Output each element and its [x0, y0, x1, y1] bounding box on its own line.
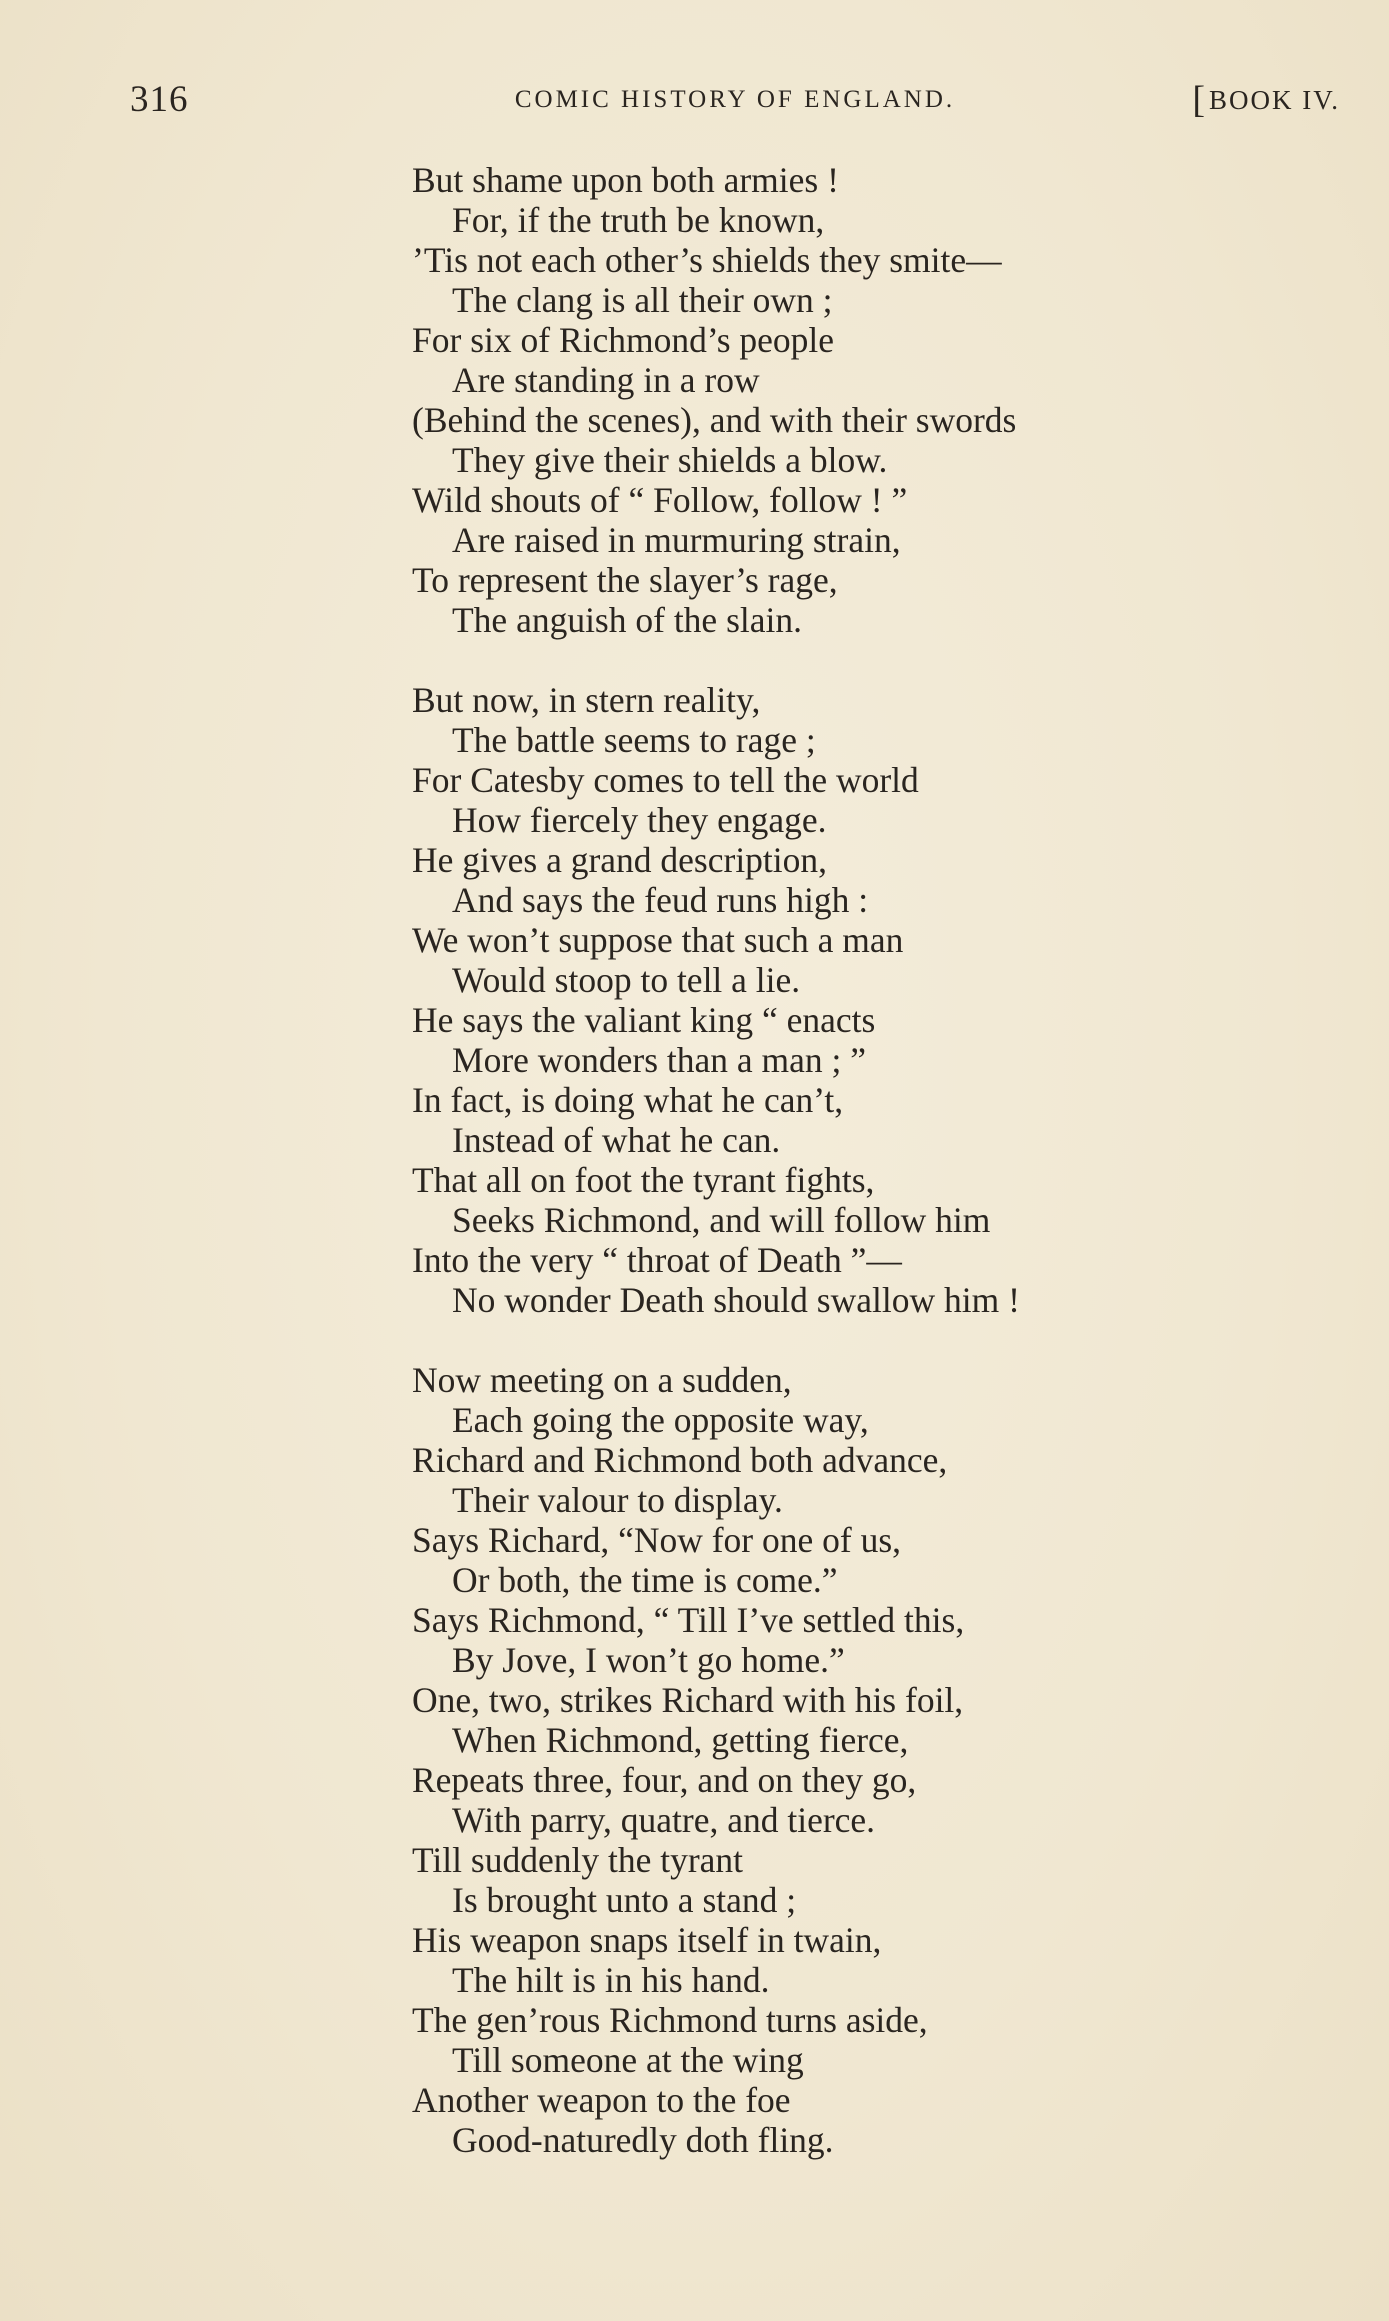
verse-line: But shame upon both armies !: [412, 160, 839, 200]
verse-line: They give their shields a blow.: [452, 440, 888, 480]
part-bracket: [: [1192, 79, 1207, 121]
verse-line: No wonder Death should swallow him !: [452, 1280, 1020, 1320]
verse-line: He says the valiant king “ enacts: [412, 1000, 876, 1040]
verse-line: Or both, the time is come.”: [452, 1560, 838, 1600]
verse-line: For Catesby comes to tell the world: [412, 760, 919, 800]
verse-line: The gen’rous Richmond turns aside,: [412, 2000, 928, 2040]
verse-line: For six of Richmond’s people: [412, 320, 835, 360]
verse-line: Is brought unto a stand ;: [452, 1880, 797, 1920]
verse-line: Good-naturedly doth fling.: [452, 2120, 834, 2160]
verse-line: Now meeting on a sudden,: [412, 1360, 792, 1400]
verse-line: Richard and Richmond both advance,: [412, 1440, 948, 1480]
verse-line: Another weapon to the foe: [412, 2080, 791, 2120]
verse-line: More wonders than a man ; ”: [452, 1040, 867, 1080]
verse-line: But now, in stern reality,: [412, 680, 761, 720]
verse-line: The clang is all their own ;: [452, 280, 833, 320]
verse-line: Till suddenly the tyrant: [412, 1840, 744, 1880]
running-head: [130, 78, 1340, 128]
book-part-text: BOOK IV.: [1208, 85, 1340, 115]
verse-line: To represent the slayer’s rage,: [412, 560, 838, 600]
verse-line: (Behind the scenes), and with their swords: [412, 400, 1017, 440]
verse-line: Seeks Richmond, and will follow him: [452, 1200, 991, 1240]
verse-line: The hilt is in his hand.: [452, 1960, 770, 2000]
verse-line: Would stoop to tell a lie.: [452, 960, 801, 1000]
verse-line: The battle seems to rage ;: [452, 720, 816, 760]
stanza-1: [412, 160, 1312, 640]
verse-line: With parry, quatre, and tierce.: [452, 1800, 876, 1840]
verse-line: Each going the opposite way,: [452, 1400, 869, 1440]
verse-line: One, two, strikes Richard with his foil,: [412, 1680, 964, 1720]
verse-line: He gives a grand description,: [412, 840, 828, 880]
verse-line: ’Tis not each other’s shields they smite—: [412, 240, 1002, 280]
running-title: COMIC HISTORY OF ENGLAND.: [514, 86, 956, 113]
verse-line: Repeats three, four, and on they go,: [412, 1760, 917, 1800]
poem: [412, 160, 1312, 2160]
verse-line: Are standing in a row: [452, 360, 760, 400]
verse-line: Says Richard, “Now for one of us,: [412, 1520, 902, 1560]
verse-line: For, if the truth be known,: [452, 200, 825, 240]
verse-line: Till someone at the wing: [452, 2040, 804, 2080]
verse-line: When Richmond, getting fierce,: [452, 1720, 909, 1760]
verse-line: Says Richmond, “ Till I’ve settled this,: [412, 1600, 965, 1640]
stanza-2: [412, 680, 1312, 1320]
page-number: 316: [130, 79, 189, 120]
verse-line: The anguish of the slain.: [452, 600, 802, 640]
verse-line: We won’t suppose that such a man: [412, 920, 904, 960]
verse-line: How fiercely they engage.: [452, 800, 827, 840]
verse-line: Instead of what he can.: [452, 1120, 781, 1160]
verse-line: Into the very “ throat of Death ”—: [412, 1240, 902, 1280]
verse-line: That all on foot the tyrant fights,: [412, 1160, 875, 1200]
verse-line: And says the feud runs high :: [452, 880, 869, 920]
verse-line: By Jove, I won’t go home.”: [452, 1640, 845, 1680]
verse-line: Their valour to display.: [452, 1480, 783, 1520]
stanza-3: [412, 1360, 1312, 2160]
book-part-label: [1192, 78, 1340, 122]
verse-line: Are raised in murmuring strain,: [452, 520, 901, 560]
verse-line: In fact, is doing what he can’t,: [412, 1080, 844, 1120]
verse-line: Wild shouts of “ Follow, follow ! ”: [412, 480, 908, 520]
verse-line: His weapon snaps itself in twain,: [412, 1920, 882, 1960]
